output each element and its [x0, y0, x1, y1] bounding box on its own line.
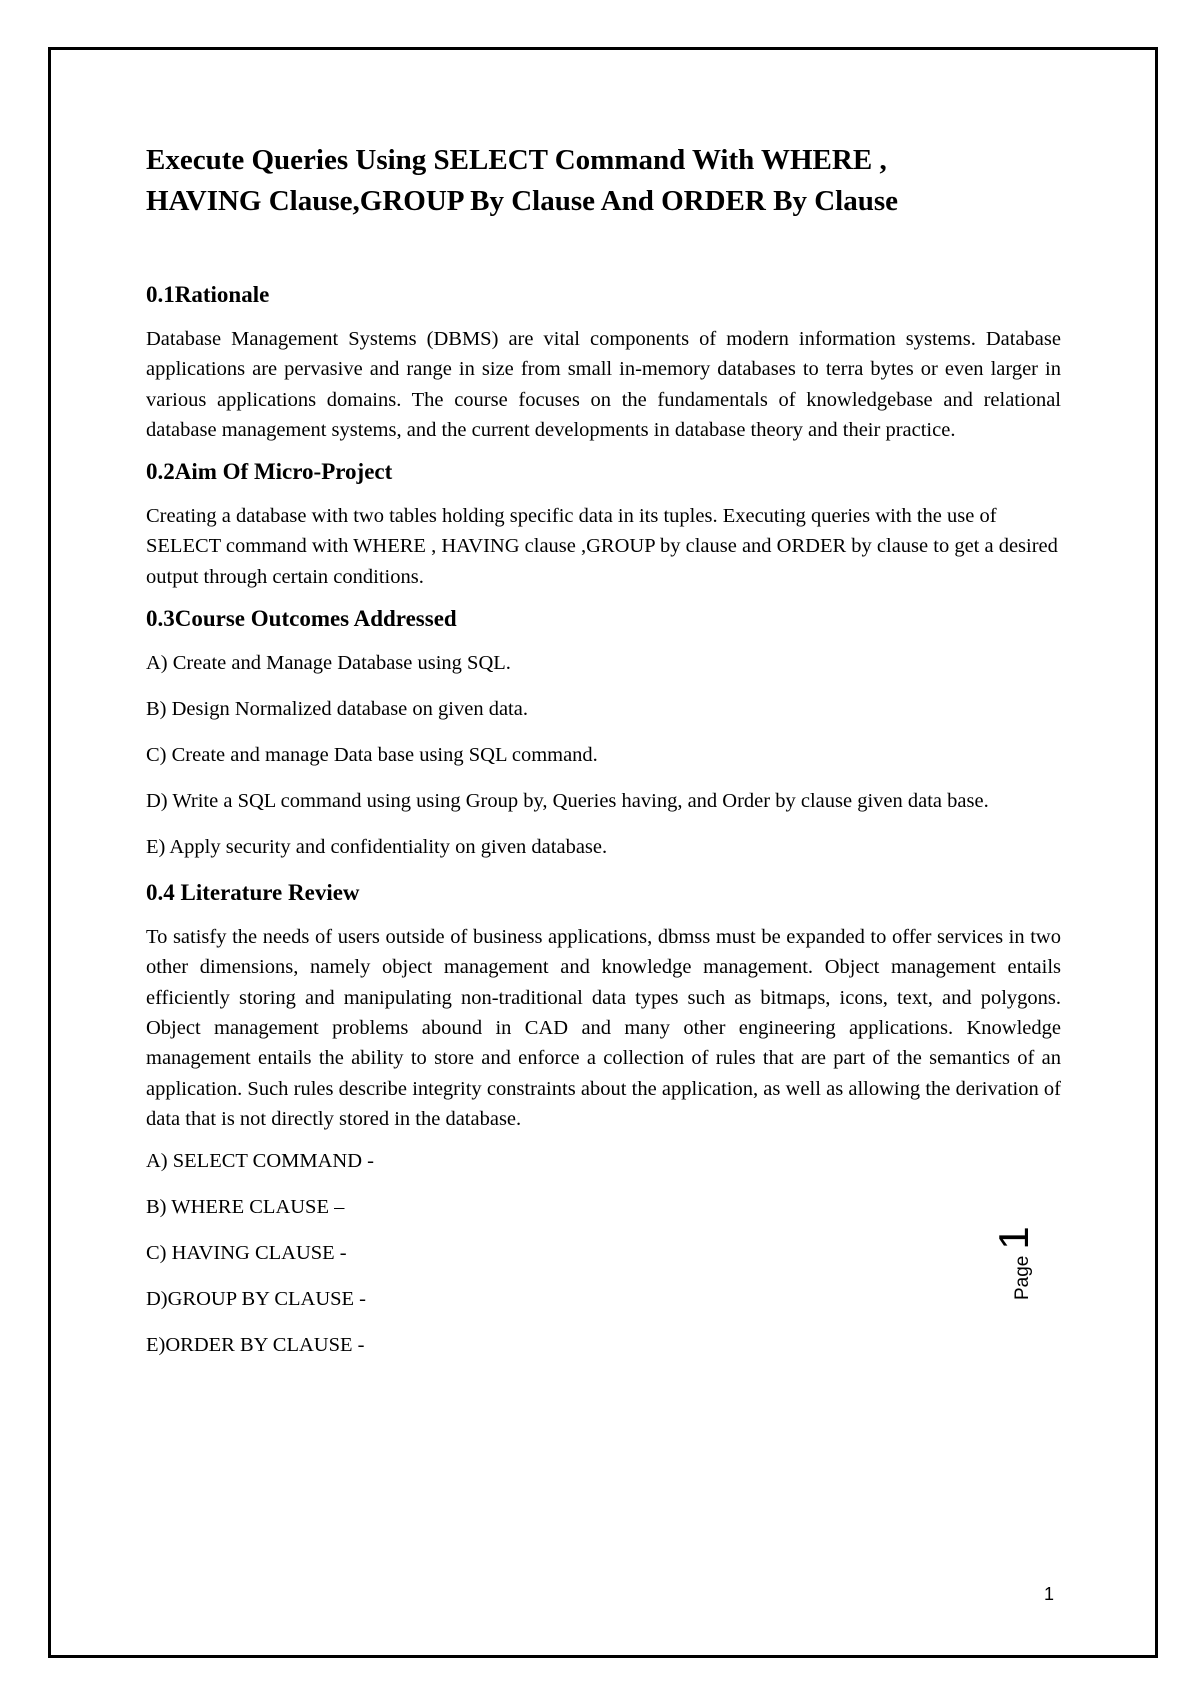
paragraph-rationale: Database Management Systems (DBMS) are vital components of modern information systems. Database applications are pervasive and range in size from small in-memory databases to terra bytes or even larger in various applications domains. The course focuses on the fundamentals of knowledgebase and relational database management systems, and the current developments in database theory and their practice. [146, 328, 1061, 441]
heading-course-outcomes: 0.3Course Outcomes Addressed [146, 606, 457, 632]
document-title [146, 140, 1061, 222]
outcome-item: A) Create and Manage Database using SQL. [146, 652, 511, 675]
outcome-item: B) Design Normalized database on given data. [146, 698, 528, 721]
side-page-label [990, 1180, 1040, 1300]
side-page-number: 1 [990, 1226, 1037, 1250]
clause-item: B) WHERE CLAUSE – [146, 1196, 345, 1219]
clause-item: D)GROUP BY CLAUSE - [146, 1288, 367, 1311]
title-line-1: Execute Queries Using SELECT Command With WHERE , [146, 144, 887, 176]
title-line-2: HAVING Clause,GROUP By Clause And ORDER By Clause [146, 185, 898, 217]
document-content [146, 140, 1061, 1376]
heading-rationale: 0.1Rationale [146, 282, 270, 307]
clause-item: A) SELECT COMMAND - [146, 1150, 374, 1173]
heading-aim: 0.2Aim Of Micro-Project [146, 459, 393, 485]
outcome-item: D) Write a SQL command using using Group by, Queries having, and Order by clause given data base. [146, 790, 989, 813]
paragraph-literature-review: To satisfy the needs of users outside of business applications, dbmss must be expanded to offer services in two other dimensions, namely object management and knowledge management. Object management entails efficiently storing and manipulating non-traditional data types such as bitmaps, icons, text, and polygons. Object management problems abound in CAD and many other engineering applications. Knowledge management entails the ability to store and enforce a collection of rules that are part of the semantics of an application. Such rules describe integrity constraints about the application, as well as allowing the derivation of data that is not directly stored in the database. [146, 926, 1061, 1130]
outcome-item: E) Apply security and confidentiality on given database. [146, 836, 608, 859]
clause-item: C) HAVING CLAUSE - [146, 1242, 347, 1265]
footer-page-number: 1 [1044, 1584, 1055, 1604]
paragraph-aim: Creating a database with two tables holding specific data in its tuples. Executing queries with the use of SELECT command with WHERE , HAVING clause ,GROUP by clause and ORDER by clause to get a desired output through certain conditions. [146, 505, 1058, 588]
side-page-word: Page [1012, 1255, 1033, 1300]
outcome-item: C) Create and manage Data base using SQL command. [146, 744, 598, 767]
heading-literature-review: 0.4 Literature Review [146, 880, 360, 906]
clause-item: E)ORDER BY CLAUSE - [146, 1334, 365, 1357]
